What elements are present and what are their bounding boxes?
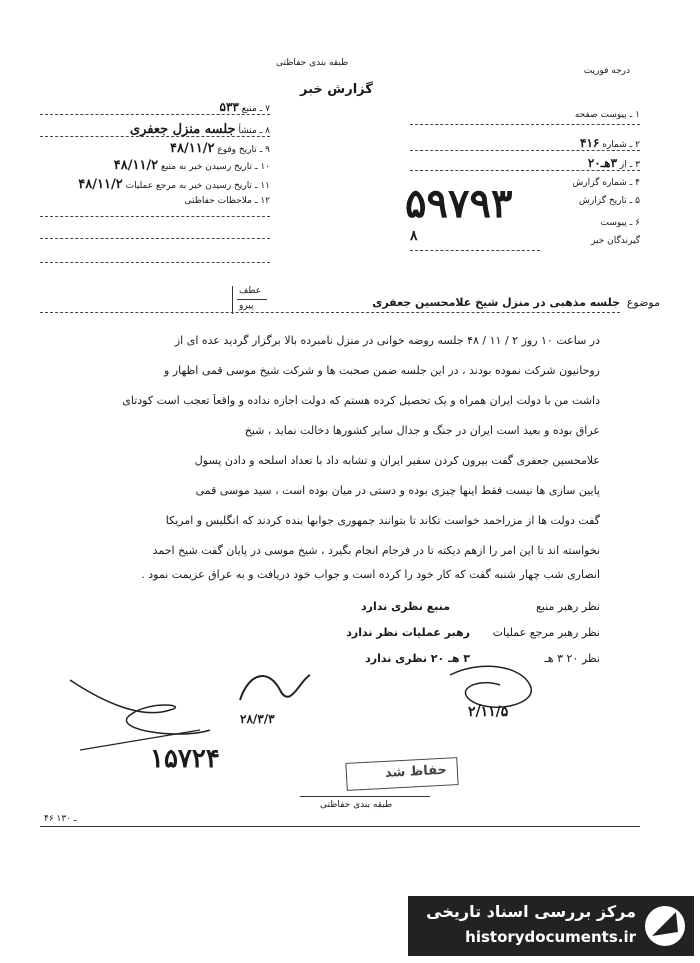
handwritten-mark: ۸ (410, 228, 418, 244)
received-stamp (345, 757, 458, 791)
security-grade-bottom: طبقه بندی حفاظتی (320, 800, 393, 810)
body-line: نخواسته اند تا این امر را ازهم دیکته تا در فرجام انجام بگیرد ، شیخ موسی در پایان گفت شیخ احمد (152, 544, 600, 557)
received-stamp-text: حفاظ شد (384, 762, 448, 781)
body-line: در ساعت ۱۰ روز ۲ / ۱۱ / ۴۸ جلسه روضه خوانی در منزل نامبرده بالا برگزار گردید عده ای از (174, 334, 600, 347)
field-row: ۱۲ ـ ملاحظات حفاظتی (184, 196, 270, 206)
signature-right (450, 666, 531, 707)
body-line: انصاری شب چهار شنبه گفت که کار خود را کرده است و جواب خود دریافت و به عراق عزیمت نمود . (141, 568, 600, 581)
note-label: نظر رهبر منبع (535, 600, 600, 613)
field-row: ۶ ـ پیوست (600, 218, 640, 228)
note-value: ۳ هـ ۲۰ نظری ندارد (365, 652, 470, 665)
stamp-bottom: پیرو (239, 301, 254, 311)
body-line: پایین سازی ها نیست فقط اینها چیزی بوده و دستی در میان بوده است ، سید موسی قمی (195, 484, 600, 497)
signature-middle (240, 675, 310, 700)
field-row: ۳ ـ از ۳هـ۲۰ (587, 156, 640, 170)
field-row: ۲ ـ شماره ۴۱۶ (580, 136, 640, 150)
reference-stamp (232, 286, 271, 314)
body-line: عراق بوده و بعید است ایران در جنگ و جدال سایر کشورها دخالت نماید ، شیخ (244, 424, 600, 437)
field-row: ۱۰ ـ تاریخ رسیدن خبر به منبع ۴۸/۱۱/۲ (113, 158, 270, 173)
body-line: داشت من با دولت ایران همراه و یک تحصیل کرده هستم که دولت اجازه نداده و واقعاً تعجب است کودتای (122, 394, 600, 407)
form-code: ۴۶ ـ ۱۳۰ (44, 814, 77, 824)
watermark-banner (408, 896, 694, 956)
urgency-label: درجه فوریت (583, 66, 630, 76)
note-label: نظر رهبر مرجع عملیات (492, 626, 600, 639)
signature-scrawl-left (70, 680, 210, 734)
field-row: ۹ ـ تاریخ وقوع ۴۸/۱۱/۲ (170, 141, 270, 156)
field-row: ۴ ـ شماره گزارش (572, 178, 640, 188)
note-value: منبع نظری ندارد (361, 600, 450, 613)
body-line: گفت دولت ها از مزراحمد خواست تکاند تا بتوانند جمهوری جوابها بنده کردند که انگلیس و امریکا (165, 514, 600, 527)
field-row: ۷ ـ منبع ۵۳۳ (219, 100, 270, 114)
archive-logo-icon (642, 902, 688, 950)
watermark-url: historydocuments.ir (465, 928, 636, 946)
security-grade-top: طبقه بندی حفاظتی (276, 58, 349, 68)
subject-label: موضوع (626, 296, 660, 309)
note-value: رهبر عملیات نظر ندارد (346, 626, 470, 639)
field-row: ۸ ـ منشأ جلسه منزل جعفری (129, 122, 270, 137)
watermark-title: مرکز بررسی اسناد تاریخی (426, 902, 636, 921)
field-row: ۱ ـ پیوست صفحه (574, 110, 640, 120)
signature-date-2: ۲/۱۱/۵ (468, 704, 509, 720)
field-row: ۱۱ ـ تاریخ رسیدن خبر به مرجع عملیات ۴۸/۱۱/۲ (78, 177, 270, 192)
handwritten-number: ۵۹۷۹۳ (405, 180, 513, 227)
body-line: روحانیون شرکت نموده بودند ، در این جلسه ضمن صحبت ها و شرکت شیخ موسی قمی اظهار و (164, 364, 600, 377)
field-row: ۵ ـ تاریخ گزارش (578, 196, 640, 206)
handwritten-stamp-number: ۱۵۷۲۴ (150, 744, 220, 774)
report-title: گزارش خبر (300, 82, 373, 97)
field-row: گیرندگان خبر (591, 236, 640, 246)
subject-text: جلسه مذهبی در منزل شیخ علامحسین جعفری (372, 296, 620, 309)
signature-date-1: ۲۸/۳/۳ (240, 712, 275, 726)
body-line: علامحسین جعفری گفت بیرون کردن سفیر ایران و تشابه داد با تعداد اسلحه و دادن پسول (194, 454, 600, 467)
note-label: نظر ۲۰ ۳ هـ (544, 652, 600, 665)
stamp-top: عطف (239, 286, 262, 296)
